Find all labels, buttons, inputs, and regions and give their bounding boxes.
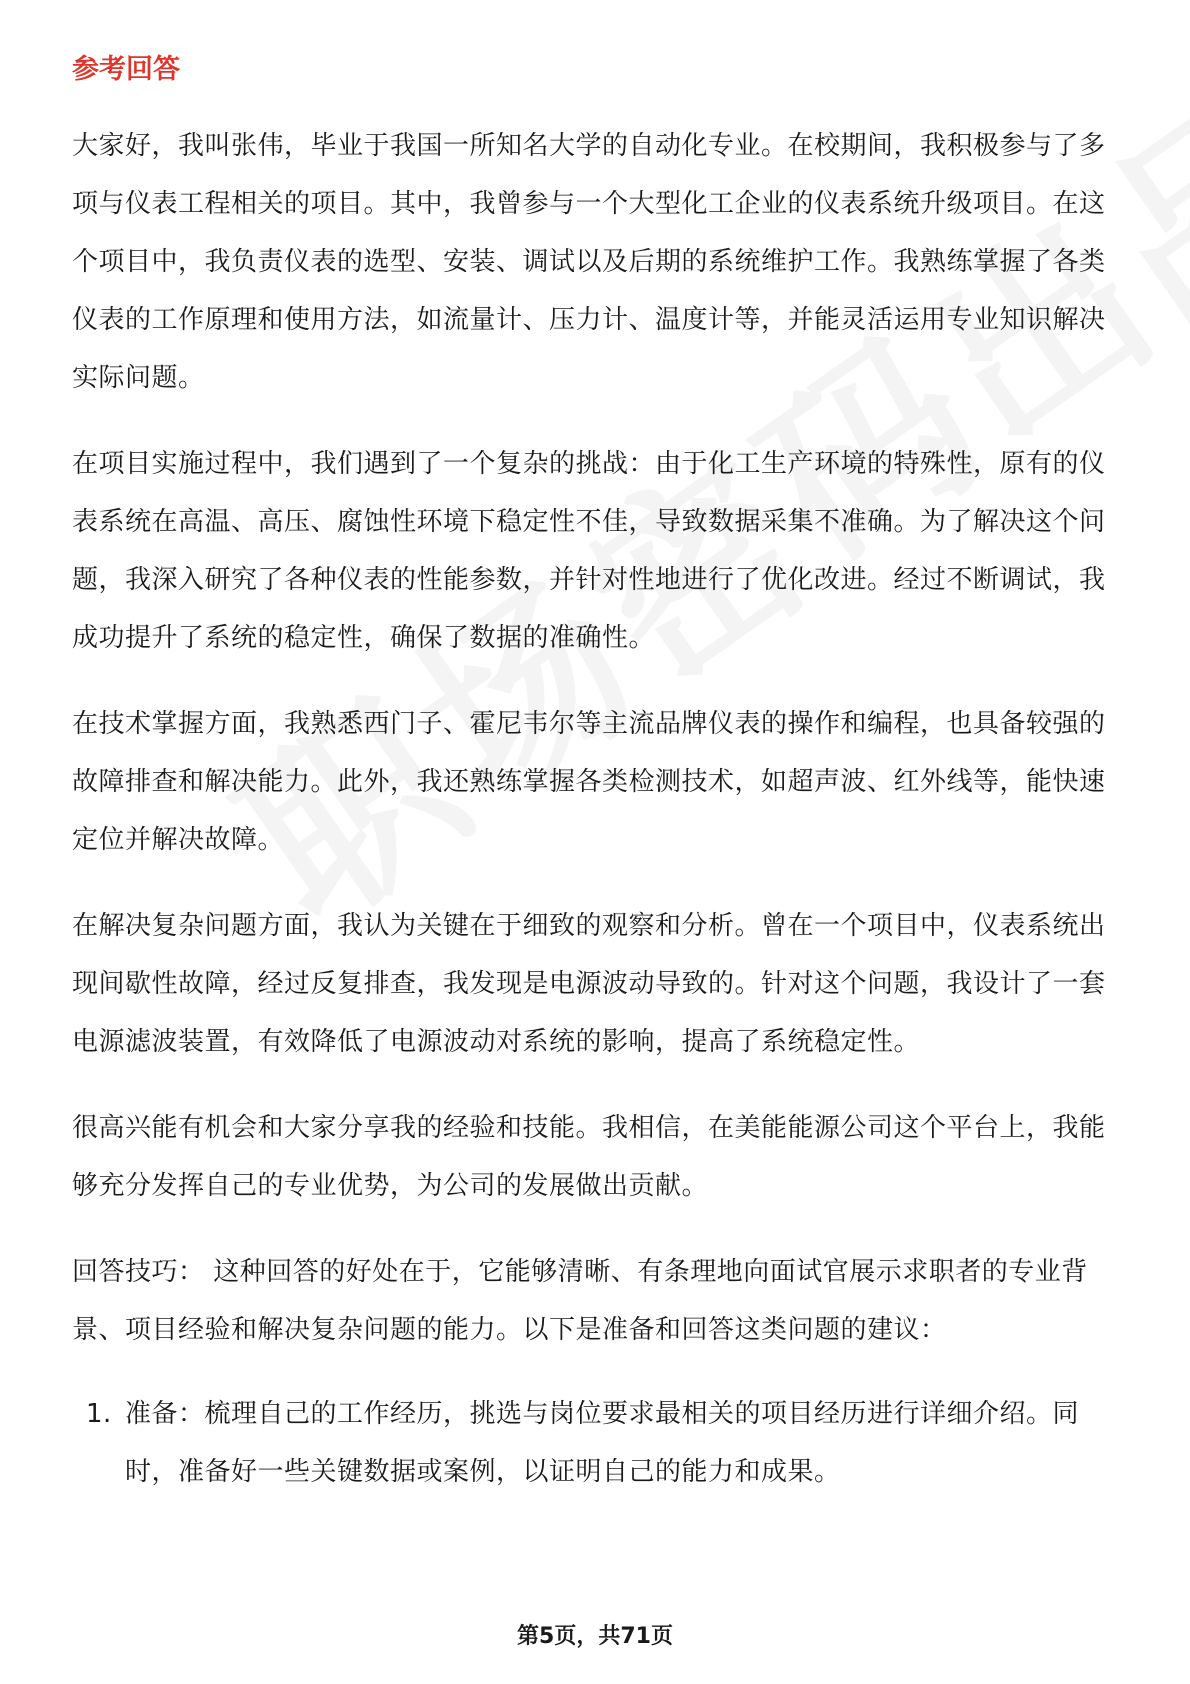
paragraph-technical-skills: 在技术掌握方面，我熟悉西门子、霍尼韦尔等主流品牌仪表的操作和编程，也具备较强的故障排查和解决能力。此外，我还熟练掌握各类检测技术，如超声波、红外线等，能快速定位并解决故障。 xyxy=(72,709,1106,855)
paragraph-challenge: 在项目实施过程中，我们遇到了一个复杂的挑战：由于化工生产环境的特殊性，原有的仪表系统在高温、高压、腐蚀性环境下稳定性不佳，导致数据采集不准确。为了解决这个问题，我深入研究了各种仪表的性能参数，并针对性地进行了优化改进。经过不断调试，我成功提升了系统的稳定性，确保了数据的准确性。 xyxy=(72,449,1106,653)
section-heading: 参考回答 xyxy=(72,54,180,85)
paragraph-problem-solving: 在解决复杂问题方面，我认为关键在于细致的观察和分析。曾在一个项目中，仪表系统出现间歇性故障，经过反复排查，我发现是电源波动导致的。针对这个问题，我设计了一套电源滤波装置，有效降低了电源波动对系统的影响，提高了系统稳定性。 xyxy=(72,911,1106,1057)
paragraph-closing: 很高兴能有机会和大家分享我的经验和技能。我相信，在美能能源公司这个平台上，我能够充分发挥自己的专业优势，为公司的发展做出贡献。 xyxy=(72,1113,1106,1201)
page-number: 第5页，共71页 xyxy=(517,1624,673,1649)
list-item-text: 梳理自己的工作经历，挑选与岗位要求最相关的项目经历进行详细介绍。同时，准备好一些关键数据或案例，以证明自己的能力和成果。 xyxy=(125,1399,1080,1487)
tips-list xyxy=(72,1385,1122,1501)
list-item-term: 准备： xyxy=(125,1399,205,1429)
list-item xyxy=(72,1385,1122,1501)
paragraph-intro: 大家好，我叫张伟，毕业于我国一所知名大学的自动化专业。在校期间，我积极参与了多项与仪表工程相关的项目。其中，我曾参与一个大型化工企业的仪表系统升级项目。在这个项目中，我负责仪表的选型、安装、调试以及后期的系统维护工作。我熟练掌握了各类仪表的工作原理和使用方法，如流量计、压力计、温度计等，并能灵活运用专业知识解决实际问题。 xyxy=(72,131,1106,393)
list-item-number: 1. xyxy=(86,1399,112,1429)
answer-tip: 回答技巧： 这种回答的好处在于，它能够清晰、有条理地向面试官展示求职者的专业背景、项目经验和解决复杂问题的能力。以下是准备和回答这类问题的建议： xyxy=(72,1257,1088,1345)
answer-content xyxy=(72,117,1122,1501)
